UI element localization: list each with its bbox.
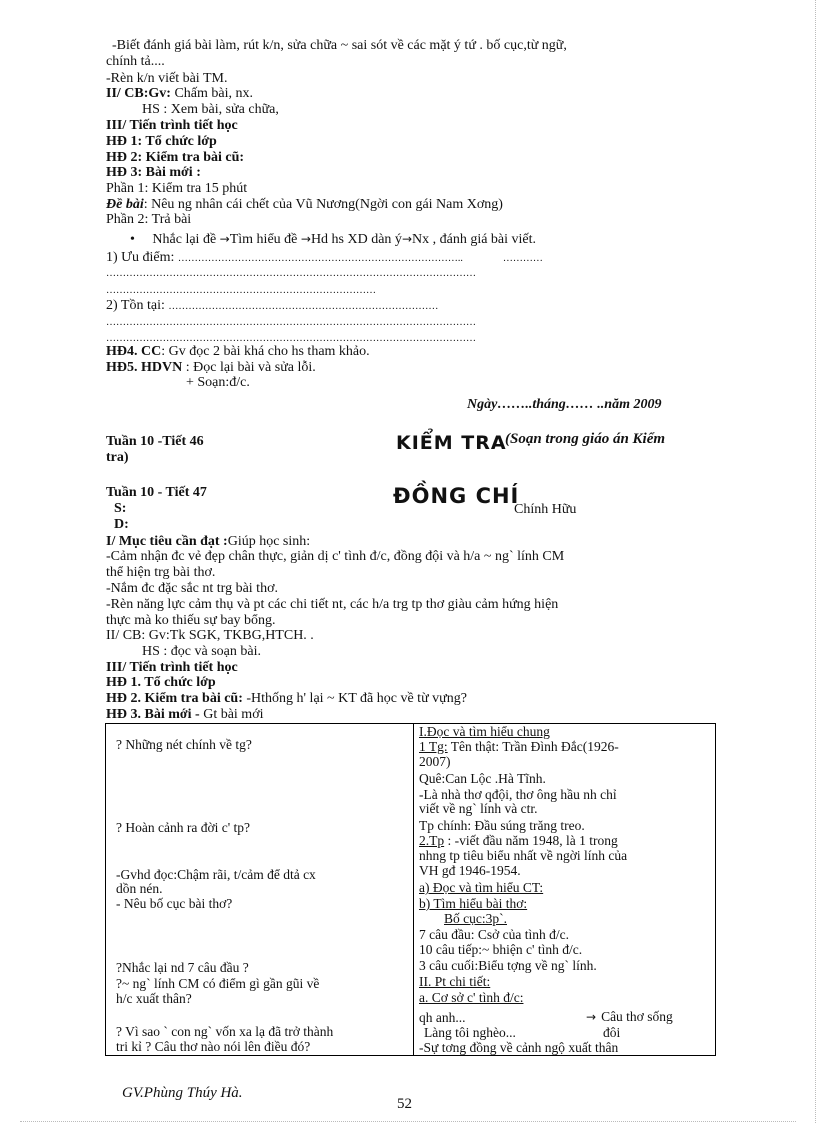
dot-leader: ………………………………………………………………………………………………… <box>106 333 476 344</box>
exam-question <box>106 197 503 212</box>
bullet-text: Nhắc lại đề <box>152 232 220 247</box>
content-text: qh anh... <box>419 1010 466 1025</box>
dot-leader: ………………………………………………………………………………………………… <box>106 317 476 328</box>
text-line: + Soạn:đ/c. <box>186 375 250 390</box>
bullet-line <box>130 232 536 247</box>
arrow-right-icon: → <box>300 232 311 246</box>
lesson-title: KIỂM TRA <box>396 432 507 454</box>
prep-heading: II/ CB:Gv: <box>106 86 171 101</box>
objective-line <box>106 534 310 549</box>
bullet-text: Hd hs XD dàn ý <box>310 232 402 247</box>
prep-text: Chấm bài, nx. <box>170 86 253 101</box>
date-line: Ngày……..tháng…… ..năm 2009 <box>467 397 662 412</box>
dot-leader: ……………………………………………………………………… <box>106 285 376 296</box>
content-cell <box>419 740 619 754</box>
bullet-icon: • <box>130 232 135 247</box>
date-s: S: <box>114 501 127 516</box>
strengths-label: 1) Ưu điểm: <box>106 250 178 265</box>
arrow-right-icon: → <box>401 232 412 246</box>
question-cell: dồn nén. <box>116 881 163 896</box>
content-cell <box>419 834 618 848</box>
content-label: 1 Tg: <box>419 739 448 754</box>
activity-heading: HĐ 2. Kiểm tra bài cũ: <box>106 691 243 706</box>
text-line: Phần 1: Kiểm tra 15 phút <box>106 181 248 196</box>
content-heading: I.Đọc và tìm hiểu chung <box>419 724 550 739</box>
bullet-text: Tìm hiểu đề <box>229 232 301 247</box>
question-cell: - Nêu bố cục bài thơ? <box>116 896 233 911</box>
content-cell: 7 câu đầu: Csở của tình đ/c. <box>419 927 569 942</box>
text-line: thực mà ko thiếu sự bay bổng. <box>106 613 276 628</box>
question-cell: tri kỉ ? Câu thơ nào nói lên điều đó? <box>116 1039 311 1054</box>
activity-line <box>106 707 264 722</box>
content-cell: 2007) <box>419 754 451 769</box>
content-text: Câu thơ sống <box>601 1009 673 1024</box>
content-cell: Quê:Can Lộc .Hà Tĩnh. <box>419 771 546 786</box>
activity-text: : Đọc lại bài và sửa lỗi. <box>182 360 316 375</box>
activity-text: Gt bài mới <box>199 707 264 722</box>
section-heading: HĐ 3: Bài mới : <box>106 165 201 180</box>
content-cell: Tp chính: Đầu súng trăng treo. <box>419 818 585 833</box>
content-cell: nhng tp tiêu biểu nhất về ngời lính của <box>419 848 628 863</box>
section-heading: HĐ 1. Tổ chức lớp <box>106 675 216 690</box>
content-cell: Bố cục:3p`. <box>444 911 507 926</box>
section-heading: III/ Tiến trình tiết học <box>106 660 238 675</box>
content-cell: Làng tôi nghèo... <box>424 1025 516 1040</box>
content-label: 2.Tp <box>419 833 445 848</box>
question-cell: ? Vì sao ` con ng` vốn xa lạ đã trở thành <box>116 1024 334 1039</box>
text-line: -Nắm đc đặc sắc nt trg bài thơ. <box>106 581 278 596</box>
content-cell: -Sự tơng đồng về cảnh ngộ xuất thân <box>419 1040 619 1055</box>
strengths-line <box>106 250 543 266</box>
prep-line <box>106 86 253 101</box>
dot-leader: ………………………………………………………………………………………………… <box>106 268 476 279</box>
text-line: HS : đọc và soạn bài. <box>142 644 261 659</box>
arrow-right-icon: → <box>586 1010 597 1024</box>
dot-leader: ……………………………………………………………………… <box>168 301 439 312</box>
arrow-right-icon: → <box>219 232 230 246</box>
lesson-note: (Soạn trong giáo án Kiểm <box>505 431 666 447</box>
text-line: -Cảm nhận đc vẻ đẹp chân thực, giản dị c' tình đ/c, đồng đội và h/a ~ ng` lính CM <box>106 549 565 564</box>
activity-line <box>106 344 370 359</box>
content-cell <box>419 1011 466 1025</box>
exam-text: : Nêu ng nhân cái chết của Vũ Nương(Ngời con gái Nam Xơng) <box>143 197 503 212</box>
lesson-number: Tuần 10 -Tiết 46 <box>106 434 204 449</box>
section-heading: HĐ 2: Kiểm tra bài cũ: <box>106 150 245 165</box>
bullet-text: Nx , đánh giá bài viết. <box>412 232 537 247</box>
content-heading: a) Đọc và tìm hiểu CT: <box>419 880 544 895</box>
content-cell: đôi <box>603 1025 621 1040</box>
author-signature: GV.Phùng Thúy Hà. <box>122 1085 243 1101</box>
content-heading: II. Pt chi tiết: <box>419 974 491 989</box>
content-text: Tên thật: Trần Đình Đắc(1926- <box>447 739 619 754</box>
content-cell: 10 câu tiếp:~ bhiện c' tình đ/c. <box>419 942 583 957</box>
question-cell: ? Những nét chính về tg? <box>116 737 252 752</box>
dot-leader: ………………………………………………………………………….. <box>177 253 463 264</box>
lesson-number-cont: tra) <box>106 450 129 465</box>
text-line: -Rèn k/n viết bài TM. <box>106 71 228 86</box>
lesson-author: Chính Hữu <box>514 502 577 517</box>
text-line: thể hiện trg bài thơ. <box>106 565 216 580</box>
activity-heading: HĐ4. CC <box>106 344 162 359</box>
activity-line <box>106 691 467 706</box>
weaknesses-line <box>106 298 438 314</box>
text-line: -Biết đánh giá bài làm, rút k/n, sửa chữa ~ sai sót về các mặt ý tứ . bố cục,từ ngữ, <box>112 38 567 53</box>
question-cell: -Gvhd đọc:Chậm rãi, t/cảm để dtả cx <box>116 867 316 882</box>
question-cell: h/c xuất thân? <box>116 991 192 1006</box>
activity-line <box>106 360 316 375</box>
content-cell: 3 câu cuối:Biểu tợng về ng` lính. <box>419 958 597 973</box>
question-cell: ? Hoàn cảnh ra đời c' tp? <box>116 820 251 835</box>
lesson-title: ĐỒNG CHÍ <box>393 484 520 508</box>
text-line: -Rèn năng lực cảm thụ và pt các chi tiết nt, các h/a trg tp thơ giàu cảm hứng hiện <box>106 597 559 612</box>
text-line: Phần 2: Trả bài <box>106 212 192 227</box>
text-line: II/ CB: Gv:Tk SGK, TKBG,HTCH. . <box>106 628 314 643</box>
activity-text: -Hthống h' lại ~ KT đã học về từ vựng? <box>242 691 467 706</box>
content-cell: viết về ng` lính và ctr. <box>419 801 538 816</box>
page-border <box>20 1121 796 1122</box>
exam-label: Đề bài <box>106 197 144 212</box>
lesson-number: Tuần 10 - Tiết 47 <box>106 485 207 500</box>
content-cell: VH gđ 1946-1954. <box>419 863 521 878</box>
content-cell <box>586 1010 673 1024</box>
question-cell: ?~ ng` lính CM có điểm gì gần gũi về <box>116 976 320 991</box>
section-heading: HĐ 1: Tổ chức lớp <box>106 134 217 149</box>
objective-text: Giúp học sinh: <box>227 534 311 549</box>
question-cell: ?Nhắc lại nd 7 câu đầu ? <box>116 960 249 975</box>
page-number: 52 <box>397 1096 412 1112</box>
content-text: : -viết đầu năm 1948, là 1 trong <box>444 833 618 848</box>
content-cell: -Là nhà thơ qđội, thơ ông hầu nh chỉ <box>419 787 617 802</box>
text-line: HS : Xem bài, sửa chữa, <box>142 102 279 117</box>
weaknesses-label: 2) Tồn tại: <box>106 298 169 313</box>
content-heading: b) Tìm hiểu bài thơ: <box>419 896 528 911</box>
section-heading: III/ Tiến trình tiết học <box>106 118 238 133</box>
activity-text: : Gv đọc 2 bài khá cho hs tham khảo. <box>161 344 370 359</box>
activity-heading: HĐ5. HDVN <box>106 360 183 375</box>
lesson-table <box>105 723 716 1056</box>
objective-heading: I/ Mục tiêu cần đạt : <box>106 534 228 549</box>
column-divider <box>413 724 414 1055</box>
content-heading: a. Cơ sở c' tình đ/c: <box>419 990 524 1005</box>
activity-heading: HĐ 3. Bài mới - <box>106 707 200 722</box>
date-d: D: <box>114 517 129 532</box>
text-line: chính tả.... <box>106 54 165 69</box>
dot-leader: ………… <box>502 253 543 264</box>
